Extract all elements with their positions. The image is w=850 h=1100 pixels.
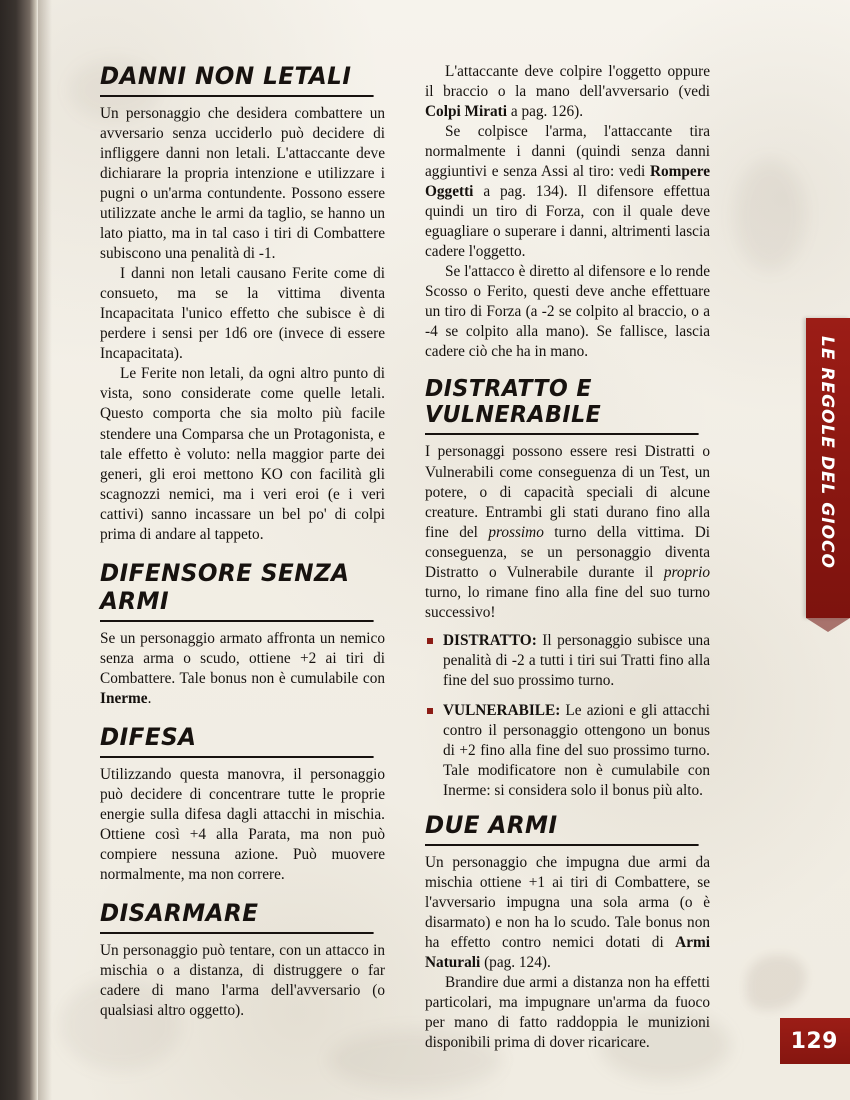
page-number-badge: 129	[780, 1018, 850, 1064]
list-item-text: Il personaggio subisce una penalità di -2 a tutti i tiri sui Tratti fino alla fine del suo prossimo turno.	[443, 631, 710, 689]
section-heading-difensore-senza-armi: DIFENSORE SENZA ARMI	[100, 559, 374, 622]
section-heading-disarmare: DISARMARE	[100, 899, 374, 934]
paragraph: I danni non letali causano Ferite come di consueto, ma se la vittima diventa Incapacitata l'unico effetto che subisce è di perdere i sensi per 1d6 ore (invece di essere Incapacitata).	[100, 265, 385, 363]
list-item-term: VULNERABILE:	[443, 701, 561, 719]
section-heading-danni-non-letali: DANNI NON LETALI	[100, 62, 374, 97]
paragraph: Un personaggio che impugna due armi da mischia ottiene +1 ai tiri di Combattere, se l'avversario impugna una sola arma (o è disarmato) e non ha lo scudo. Tale bonus non ha effetto contro nemici dotati di Armi Naturali (pag. 124).	[425, 854, 710, 972]
paragraph: Un personaggio che desidera combattere un avversario senza ucciderlo può decidere di infliggere danni non letali. L'attaccante deve dichiarare la propria intenzione e utilizzare i pugni o un'arma contundente. Possono essere utilizzate anche le armi da taglio, se hanno un lato piatto, ma in tal caso i tiri di Combattere subiscono una penalità di -1.	[100, 105, 385, 263]
paper-smudge	[735, 160, 805, 270]
book-binding-shadow	[38, 0, 52, 1100]
side-tab-notch	[806, 618, 850, 632]
list-item-term: DISTRATTO:	[443, 631, 537, 649]
section-heading-difesa: DIFESA	[100, 723, 374, 758]
list-item	[425, 631, 710, 691]
page-content	[100, 62, 710, 1053]
paragraph: Se l'attacco è diretto al difensore e lo rende Scosso o Ferito, questi deve anche effettuare un tiro di Forza (a -2 se colpito al braccio, o a -4 se colpito alla mano). Se fallisce, lascia cadere ciò che ha in mano.	[425, 263, 710, 361]
paper-smudge	[746, 955, 806, 1010]
chapter-side-tab-label: LE REGOLE DEL GIOCO	[817, 336, 837, 569]
paragraph: Le Ferite non letali, da ogni altro punto di vista, sono considerate come quelle letali. Questo comporta che sia molto più facile stendere una Comparsa che un Protagonista, e tale effetto è voluto: nella maggior parte dei generi, gli eroi mettono KO con facilità gli scagnozzi nemici, ma i veri eroi (e i veri cattivi) sanno incassare un bel po' di colpi prima di andare al tappeto.	[100, 365, 385, 543]
paragraph: L'attaccante deve colpire l'oggetto oppure il braccio o la mano dell'avversario (vedi Colpi Mirati a pag. 126).	[425, 63, 710, 121]
bullet-list-stati	[425, 631, 710, 801]
paragraph: I personaggi possono essere resi Distratti o Vulnerabili come conseguenza di un Test, un potere, o di capacità speciali di alcune creature. Entrambi gli stati durano fino alla fine del prossimo turno della vittima. Di conseguenza, se un personaggio diventa Distratto o Vulnerabile durante il proprio turno, lo rimane fino alla fine del suo turno successivo!	[425, 443, 710, 621]
section-heading-due-armi: DUE ARMI	[425, 811, 699, 846]
list-item-text: Le azioni e gli attacchi contro il personaggio ottengono un bonus di +2 fino alla fine del suo prossimo turno. Tale modificatore non è cumulabile con Inerme: si considera solo il bonus più alto.	[443, 701, 710, 799]
paragraph: Se un personaggio armato affronta un nemico senza arma o scudo, ottiene +2 ai tiri di Combattere. Tale bonus non è cumulabile con Inerme.	[100, 629, 385, 707]
book-binding-edge	[0, 0, 38, 1100]
list-item	[425, 701, 710, 801]
section-heading-distratto-e-vulnerabile: DISTRATTO E VULNERABILE	[425, 376, 699, 435]
paragraph: Se colpisce l'arma, l'attaccante tira normalmente i danni (quindi senza danni aggiuntivi e senza Assi al tiro: vedi Rompere Oggetti a pag. 134). Il difensore effettua quindi un tiro di Forza, con il quale deve eguagliare o superare i danni, altrimenti lascia cadere l'oggetto.	[425, 123, 710, 261]
paragraph: Un personaggio può tentare, con un attacco in mischia o a distanza, di distruggere o far cadere di mano l'arma dell'avversario (o qualsiasi altro oggetto).	[100, 942, 385, 1020]
paragraph: Brandire due armi a distanza non ha effetti particolari, ma impugnare un'arma da fuoco per mano di fatto raddoppia le munizioni disponibili prima di dover ricaricare.	[425, 974, 710, 1052]
paragraph: Utilizzando questa manovra, il personaggio può decidere di concentrare tutte le proprie energie sulla difesa dagli attacchi in mischia. Ottiene così +4 alla Parata, ma non può compiere nessuna azione. Può muovere normalmente, ma non correre.	[100, 765, 385, 883]
chapter-side-tab	[806, 318, 850, 618]
